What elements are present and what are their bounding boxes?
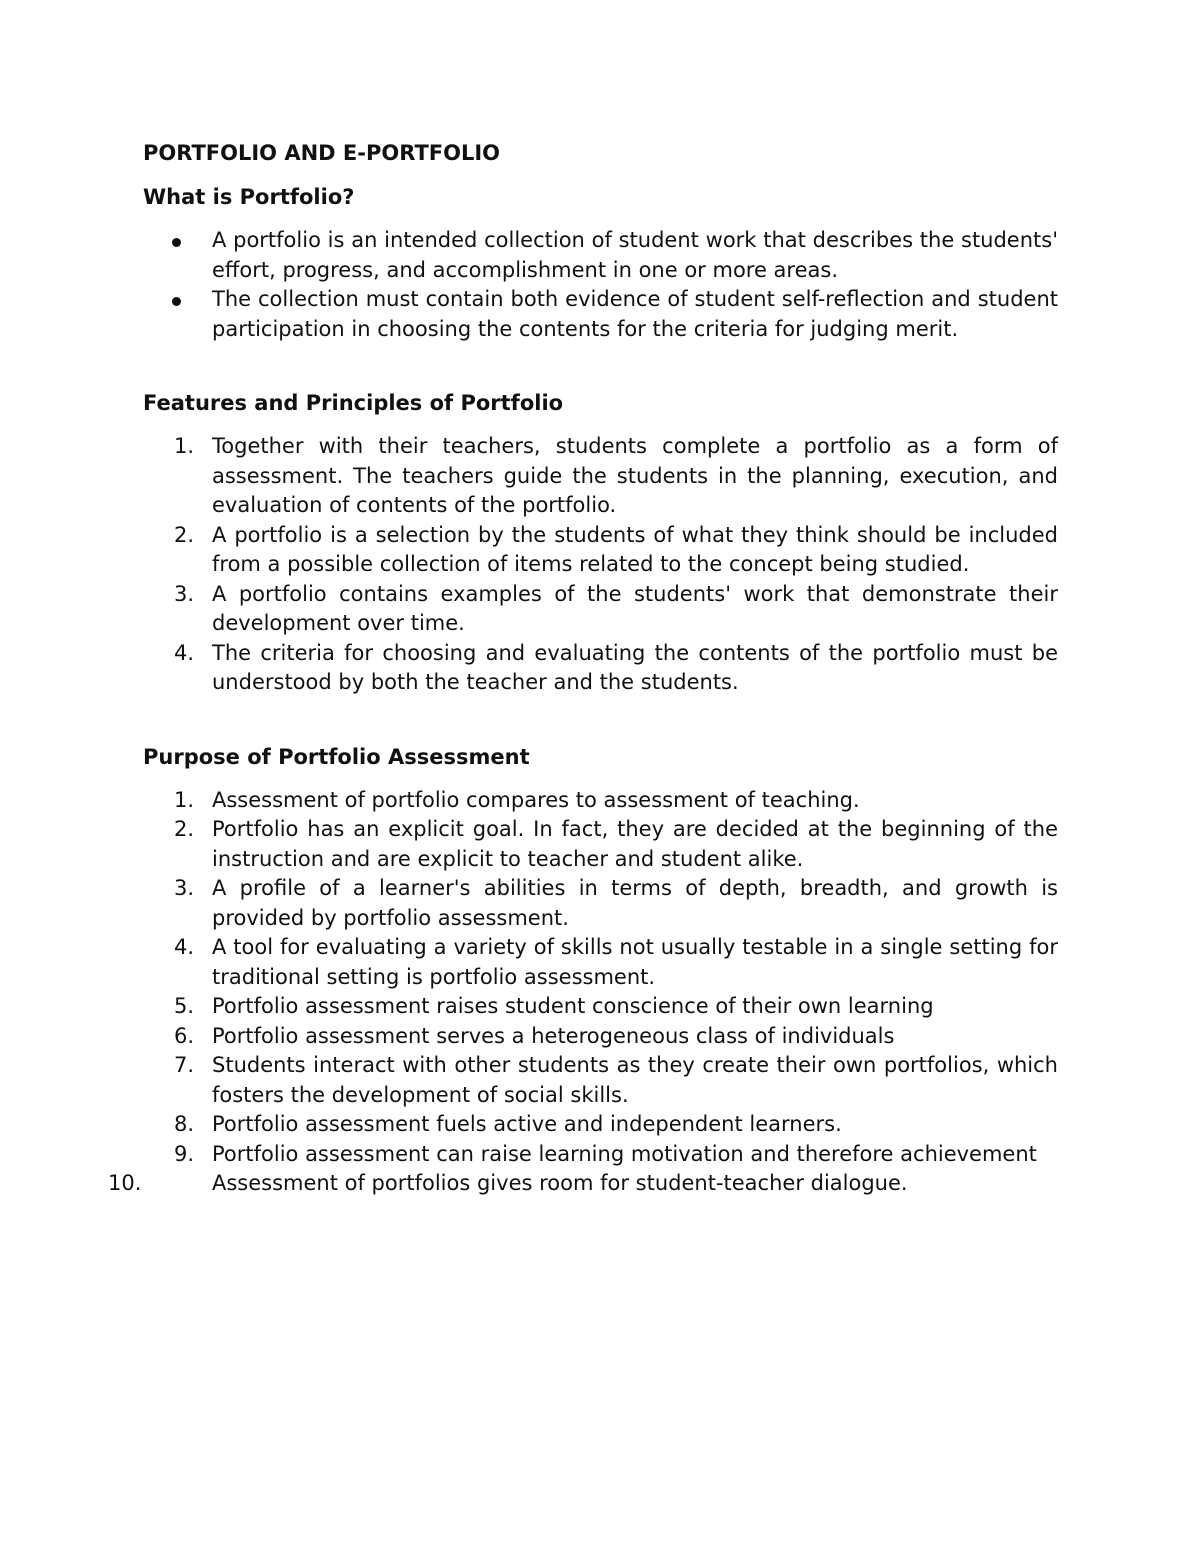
document-title: PORTFOLIO AND E-PORTFOLIO — [143, 141, 501, 165]
list-number: 6. — [173, 1023, 194, 1048]
list-item — [143, 1110, 1058, 1140]
numbered-list — [143, 432, 1058, 698]
list-item-text: Portfolio assessment serves a heterogeneous class of individuals — [212, 1023, 895, 1048]
list-item — [143, 874, 1058, 933]
list-item — [143, 1051, 1058, 1110]
section-heading-purpose-assessment: Purpose of Portfolio Assessment — [143, 744, 530, 769]
list-item-text: Together with their teachers, students complete a portfolio as a form of assessment. The teachers guide the students in the planning, execution, and evaluation of contents of the portfolio. — [212, 434, 1058, 517]
list-item — [143, 1140, 1058, 1170]
list-item-text: Assessment of portfolio compares to assessment of teaching. — [212, 787, 860, 812]
bullet-icon — [172, 238, 181, 247]
list-item-text: The criteria for choosing and evaluating the contents of the portfolio must be understood by both the teacher and the students. — [212, 640, 1058, 694]
list-item — [143, 226, 1058, 285]
list-number: 4. — [173, 935, 194, 959]
list-item — [143, 639, 1058, 698]
list-item-text: A portfolio is a selection by the students of what they think should be included from a possible collection of items related to the concept being studied. — [212, 522, 1058, 576]
list-item-text: A tool for evaluating a variety of skills not usually testable in a single setting for traditional setting is portfolio assessment. — [212, 935, 1058, 989]
bullet-list — [143, 226, 1058, 344]
list-item-text: Portfolio has an explicit goal. In fact, they are decided at the beginning of the instruction and are explicit to teacher and student alike. — [212, 817, 1058, 871]
section-heading-features-principles: Features and Principles of Portfolio — [143, 391, 564, 415]
list-item — [143, 285, 1058, 344]
list-item-text: The collection must contain both evidence of student self-reflection and student participation in choosing the contents for the criteria for judging merit. — [212, 287, 1058, 341]
list-item-text: A portfolio is an intended collection of student work that describes the students' effort, progress, and accomplishment in one or more areas. — [212, 228, 1058, 282]
list-item — [143, 1022, 1058, 1052]
list-number: 1. — [173, 787, 194, 812]
list-item-text: Assessment of portfolios gives room for student-teacher dialogue. — [212, 1171, 908, 1195]
list-item-text: Portfolio assessment can raise learning motivation and therefore achievement — [212, 1141, 1037, 1166]
list-item-text: Portfolio assessment fuels active and independent learners. — [212, 1112, 842, 1136]
list-item — [143, 580, 1058, 639]
list-item — [143, 815, 1058, 874]
list-number: 2. — [173, 817, 194, 841]
list-number: 5. — [173, 994, 194, 1018]
list-item-text: Students interact with other students as they create their own portfolios, which fosters the development of social skills. — [212, 1053, 1058, 1107]
list-number: 3. — [173, 581, 194, 606]
numbered-list — [108, 786, 1058, 1199]
list-item — [143, 432, 1058, 521]
list-item — [143, 521, 1058, 580]
list-number: 7. — [173, 1053, 194, 1077]
list-number: 8. — [173, 1112, 194, 1136]
list-item-text: A portfolio contains examples of the students' work that demonstrate their development over time. — [212, 581, 1058, 635]
list-item-text: A profile of a learner's abilities in terms of depth, breadth, and growth is provided by portfolio assessment. — [212, 876, 1058, 930]
list-item — [143, 992, 1058, 1022]
bullet-icon — [172, 297, 181, 306]
list-item — [143, 786, 1058, 816]
list-item — [108, 1169, 1058, 1199]
list-number: 3. — [173, 876, 194, 900]
list-item — [143, 933, 1058, 992]
document-page — [108, 138, 1058, 1199]
list-item-text: Portfolio assessment raises student conscience of their own learning — [212, 994, 934, 1018]
list-number: 1. — [173, 434, 194, 458]
section-heading-what-is-portfolio: What is Portfolio? — [143, 185, 355, 209]
list-number: 2. — [173, 522, 194, 547]
list-number: 10. — [108, 1171, 142, 1195]
list-number: 9. — [173, 1141, 194, 1166]
list-number: 4. — [173, 640, 194, 665]
